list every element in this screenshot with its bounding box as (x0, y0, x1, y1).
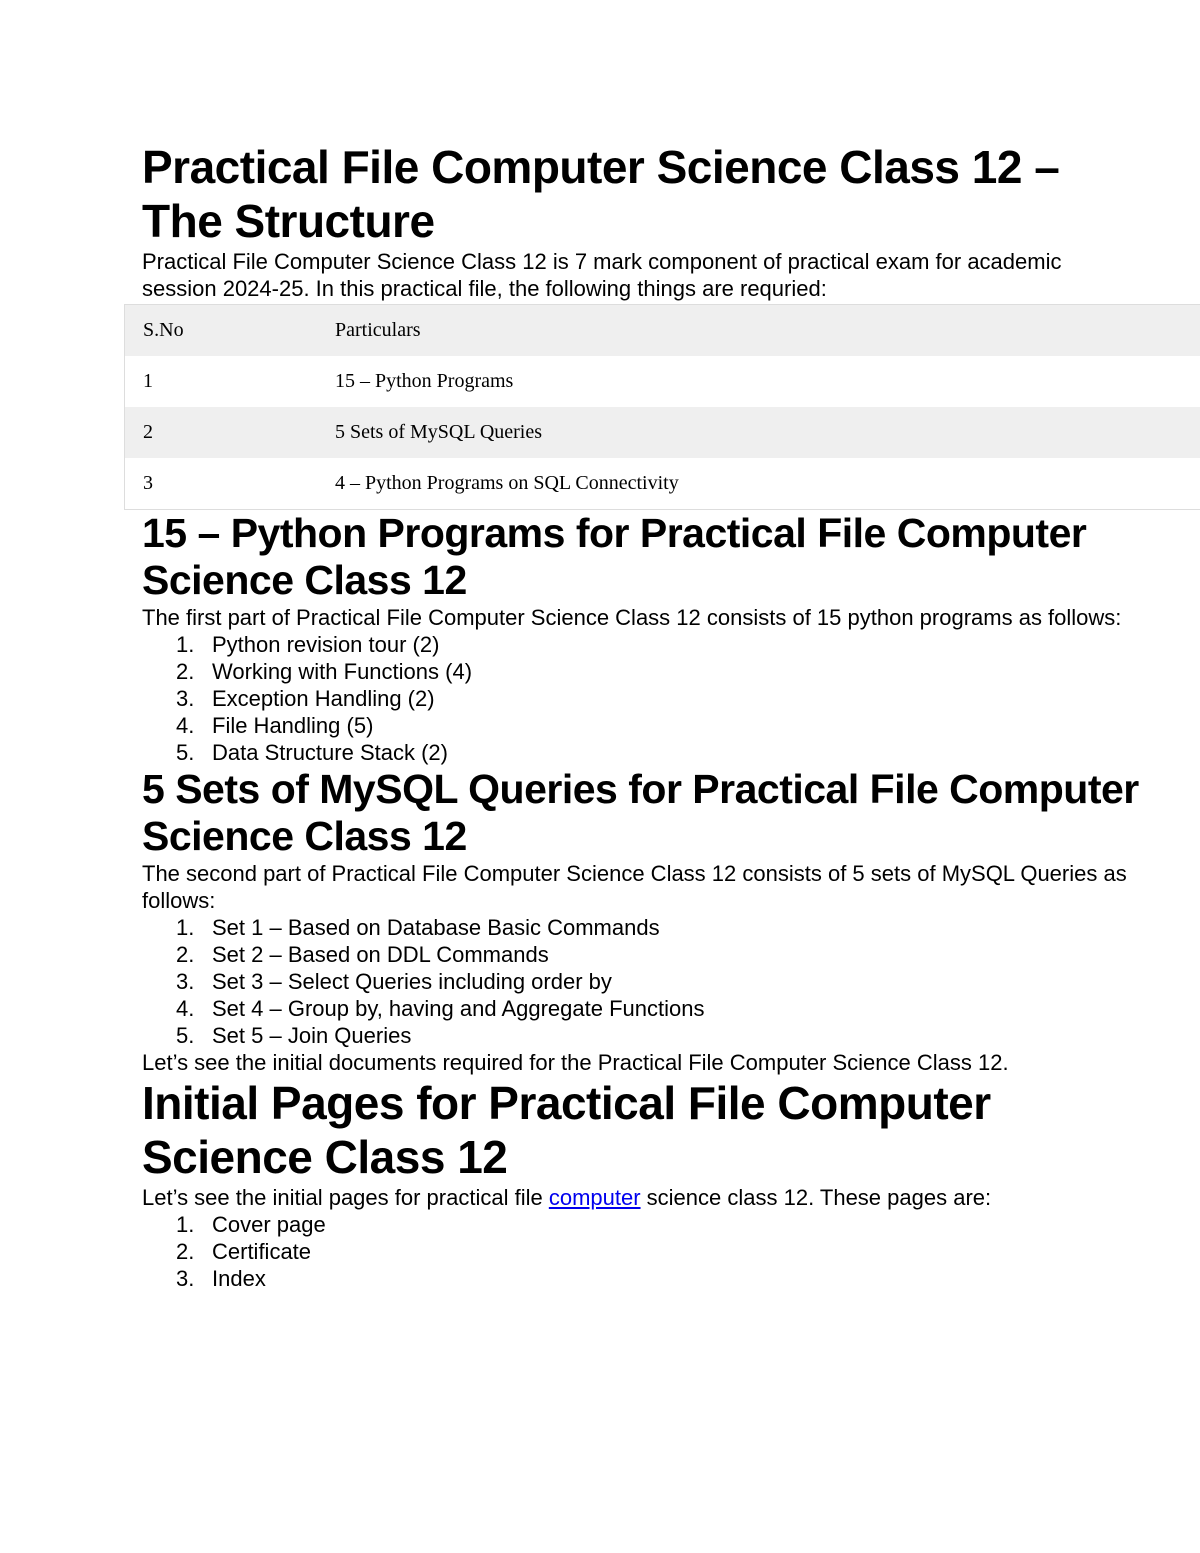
list-item (142, 1265, 1142, 1292)
list-number: 5. (176, 740, 195, 765)
list-number: 2. (176, 659, 195, 684)
python-programs-list (142, 631, 1142, 766)
list-number: 2. (176, 1239, 195, 1264)
list-item-text: Working with Functions (4) (212, 659, 473, 684)
list-number: 5. (176, 1023, 195, 1048)
table-header-particulars: Particulars (335, 305, 1200, 356)
mysql-queries-heading: 5 Sets of MySQL Queries for Practical File Computer Science Class 12 (142, 766, 1139, 859)
list-item (142, 1238, 1142, 1265)
table-row (125, 407, 1200, 458)
intro-text-before: Let’s see the initial pages for practical file (142, 1185, 549, 1210)
list-item-text: Set 2 – Based on DDL Commands (212, 942, 549, 967)
python-programs-heading: 15 – Python Programs for Practical File Computer Science Class 12 (142, 510, 1087, 603)
particulars-table (124, 304, 1200, 510)
initial-pages-heading: Initial Pages for Practical File Computer Science Class 12 (142, 1077, 991, 1183)
initial-pages-intro (142, 1184, 1142, 1211)
intro-text-after: science class 12. These pages are: (640, 1185, 992, 1210)
list-item-text: Cover page (212, 1212, 326, 1237)
table-header-sno: S.No (125, 305, 335, 356)
document-page (142, 140, 1142, 1292)
list-item (142, 631, 1142, 658)
list-item-text: Data Structure Stack (2) (212, 740, 448, 765)
list-number: 3. (176, 1266, 195, 1291)
table-cell-particulars: 5 Sets of MySQL Queries (335, 407, 1200, 458)
table-cell-sno: 1 (143, 370, 153, 392)
table-header-row (125, 305, 1200, 356)
list-item-text: Python revision tour (2) (212, 632, 440, 657)
table-cell-sno: 3 (143, 472, 153, 494)
initial-pages-list (142, 1211, 1142, 1292)
list-item (142, 995, 1142, 1022)
list-number: 2. (176, 942, 195, 967)
list-number: 1. (176, 915, 195, 940)
list-item-text: Set 1 – Based on Database Basic Commands (212, 915, 660, 940)
list-item (142, 739, 1142, 766)
list-number: 3. (176, 686, 195, 711)
list-item-text: Certificate (212, 1239, 312, 1264)
list-item (142, 1211, 1142, 1238)
list-item (142, 712, 1142, 739)
list-number: 3. (176, 969, 195, 994)
python-programs-intro: The first part of Practical File Computer Science Class 12 consists of 15 python programs as follows: (142, 605, 1122, 630)
table-row (125, 356, 1200, 407)
list-item (142, 914, 1142, 941)
mysql-queries-intro: The second part of Practical File Computer Science Class 12 consists of 5 sets of MySQL Queries as follows: (142, 861, 1127, 913)
list-item (142, 1022, 1142, 1049)
list-number: 1. (176, 632, 195, 657)
list-number: 4. (176, 996, 195, 1021)
list-number: 1. (176, 1212, 195, 1237)
list-item (142, 968, 1142, 995)
list-item-text: Set 5 – Join Queries (212, 1023, 412, 1048)
list-item-text: Set 3 – Select Queries including order by (212, 969, 612, 994)
table-row (125, 458, 1200, 509)
list-item-text: Exception Handling (2) (212, 686, 435, 711)
mysql-queries-list (142, 914, 1142, 1049)
computer-link[interactable]: computer (548, 1185, 641, 1210)
table-cell-particulars: 15 – Python Programs (335, 370, 514, 392)
table-cell-sno: 2 (125, 407, 335, 458)
structure-intro: Practical File Computer Science Class 12 is 7 mark component of practical exam for academic session 2024-25. In this practical file, the following things are requried: (142, 249, 1062, 301)
list-item (142, 658, 1142, 685)
structure-heading: Practical File Computer Science Class 12 – The Structure (142, 141, 1060, 247)
list-item-text: File Handling (5) (212, 713, 374, 738)
mysql-queries-outro: Let’s see the initial documents required for the Practical File Computer Science Class 12. (142, 1050, 1009, 1075)
list-item-text: Set 4 – Group by, having and Aggregate Functions (212, 996, 705, 1021)
list-item (142, 685, 1142, 712)
list-item-text: Index (212, 1266, 266, 1291)
list-number: 4. (176, 713, 195, 738)
list-item (142, 941, 1142, 968)
table-cell-particulars: 4 – Python Programs on SQL Connectivity (335, 472, 679, 494)
